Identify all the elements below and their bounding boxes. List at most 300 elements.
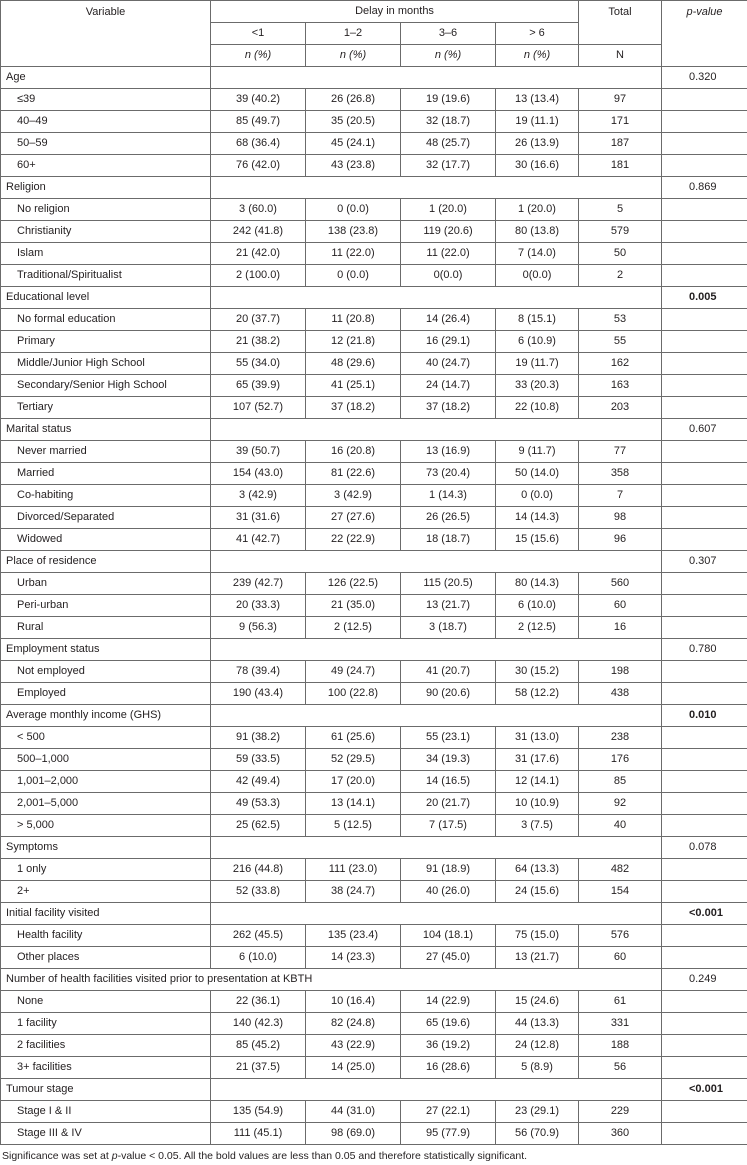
- delay-cell: 140 (42.3): [211, 1013, 306, 1035]
- p-value: 0.780: [662, 639, 747, 661]
- delay-cell: 19 (11.1): [496, 111, 579, 133]
- p-value-empty: [662, 89, 747, 111]
- row-label: Employed: [1, 683, 211, 705]
- delay-cell: 6 (10.9): [496, 331, 579, 353]
- delay-cell: 22 (10.8): [496, 397, 579, 419]
- table-row: [1, 1057, 747, 1079]
- p-value-empty: [662, 595, 747, 617]
- row-label: Rural: [1, 617, 211, 639]
- delay-cell: 242 (41.8): [211, 221, 306, 243]
- total-cell: 331: [579, 1013, 662, 1035]
- total-cell: 40: [579, 815, 662, 837]
- delay-cell: 24 (12.8): [496, 1035, 579, 1057]
- p-value-empty: [662, 375, 747, 397]
- delay-cell: 111 (45.1): [211, 1123, 306, 1145]
- p-value-empty: [662, 155, 747, 177]
- row-label: Stage I & II: [1, 1101, 211, 1123]
- delay-cell: 20 (37.7): [211, 309, 306, 331]
- table-row: [1, 441, 747, 463]
- category-spacer: [211, 639, 662, 661]
- delay-cell: 26 (26.5): [401, 507, 496, 529]
- row-label: < 500: [1, 727, 211, 749]
- total-cell: 171: [579, 111, 662, 133]
- category-label: Place of residence: [1, 551, 211, 573]
- row-label: Divorced/Separated: [1, 507, 211, 529]
- row-label: Widowed: [1, 529, 211, 551]
- row-label: Traditional/Spiritualist: [1, 265, 211, 287]
- delay-cell: 41 (25.1): [306, 375, 401, 397]
- p-value-empty: [662, 1123, 747, 1145]
- table-row: [1, 683, 747, 705]
- category-label: Symptoms: [1, 837, 211, 859]
- p-value-empty: [662, 793, 747, 815]
- delay-cell: 30 (16.6): [496, 155, 579, 177]
- table-row: [1, 595, 747, 617]
- category-row: [1, 705, 747, 727]
- delay-cell: 32 (17.7): [401, 155, 496, 177]
- row-label: 1,001–2,000: [1, 771, 211, 793]
- delay-cell: 7 (14.0): [496, 243, 579, 265]
- category-row: [1, 419, 747, 441]
- p-value-empty: [662, 815, 747, 837]
- delay-cell: 107 (52.7): [211, 397, 306, 419]
- category-spacer: [211, 177, 662, 199]
- delay-cell: 3 (42.9): [211, 485, 306, 507]
- p-value-empty: [662, 727, 747, 749]
- delay-cell: 24 (14.7): [401, 375, 496, 397]
- delay-cell: 27 (22.1): [401, 1101, 496, 1123]
- category-label: Religion: [1, 177, 211, 199]
- delay-cell: 58 (12.2): [496, 683, 579, 705]
- footnote: [2, 1150, 527, 1163]
- delay-cell: 10 (16.4): [306, 991, 401, 1013]
- header-unit: n (%): [496, 45, 579, 67]
- delay-cell: 31 (13.0): [496, 727, 579, 749]
- delay-cell: 85 (49.7): [211, 111, 306, 133]
- delay-cell: 85 (45.2): [211, 1035, 306, 1057]
- category-label: Age: [1, 67, 211, 89]
- category-spacer: [211, 903, 662, 925]
- delay-cell: 48 (29.6): [306, 353, 401, 375]
- p-value-empty: [662, 353, 747, 375]
- p-value: 0.869: [662, 177, 747, 199]
- total-cell: 5: [579, 199, 662, 221]
- delay-cell: 30 (15.2): [496, 661, 579, 683]
- delay-cell: 262 (45.5): [211, 925, 306, 947]
- p-value: 0.010: [662, 705, 747, 727]
- category-label: Employment status: [1, 639, 211, 661]
- delay-cell: 33 (20.3): [496, 375, 579, 397]
- row-label: Never married: [1, 441, 211, 463]
- header-unit: n (%): [306, 45, 401, 67]
- delay-cell: 14 (22.9): [401, 991, 496, 1013]
- delay-cell: 6 (10.0): [211, 947, 306, 969]
- delay-cell: 50 (14.0): [496, 463, 579, 485]
- header-delay-1-2: 1–2: [306, 23, 401, 45]
- delay-cell: 42 (49.4): [211, 771, 306, 793]
- delay-cell: 65 (19.6): [401, 1013, 496, 1035]
- delay-cell: 16 (28.6): [401, 1057, 496, 1079]
- category-label: Educational level: [1, 287, 211, 309]
- delay-cell: 65 (39.9): [211, 375, 306, 397]
- row-label: ≤39: [1, 89, 211, 111]
- total-cell: 98: [579, 507, 662, 529]
- p-value-empty: [662, 1013, 747, 1035]
- delay-cell: 2 (12.5): [306, 617, 401, 639]
- p-value-empty: [662, 1035, 747, 1057]
- delay-cell: 5 (8.9): [496, 1057, 579, 1079]
- p-value-empty: [662, 947, 747, 969]
- delay-cell: 23 (29.1): [496, 1101, 579, 1123]
- total-cell: 50: [579, 243, 662, 265]
- p-value-empty: [662, 199, 747, 221]
- total-cell: 358: [579, 463, 662, 485]
- category-spacer: [211, 419, 662, 441]
- p-value-empty: [662, 881, 747, 903]
- delay-cell: 49 (24.7): [306, 661, 401, 683]
- table-row: [1, 111, 747, 133]
- delay-cell: 45 (24.1): [306, 133, 401, 155]
- table-row: [1, 375, 747, 397]
- row-label: Middle/Junior High School: [1, 353, 211, 375]
- p-value-empty: [662, 991, 747, 1013]
- p-value-empty: [662, 221, 747, 243]
- category-spacer: [211, 551, 662, 573]
- p-value-empty: [662, 661, 747, 683]
- delay-cell: 3 (42.9): [306, 485, 401, 507]
- p-value: <0.001: [662, 1079, 747, 1101]
- delay-cell: 90 (20.6): [401, 683, 496, 705]
- row-label: 2+: [1, 881, 211, 903]
- delay-cell: 44 (31.0): [306, 1101, 401, 1123]
- delay-cell: 15 (24.6): [496, 991, 579, 1013]
- total-cell: 77: [579, 441, 662, 463]
- row-label: No formal education: [1, 309, 211, 331]
- delay-cell: 34 (19.3): [401, 749, 496, 771]
- total-cell: 53: [579, 309, 662, 331]
- table-row: [1, 771, 747, 793]
- category-spacer: [211, 705, 662, 727]
- row-label: Not employed: [1, 661, 211, 683]
- delay-cell: 135 (54.9): [211, 1101, 306, 1123]
- row-label: Christianity: [1, 221, 211, 243]
- delay-cell: 35 (20.5): [306, 111, 401, 133]
- delay-cell: 6 (10.0): [496, 595, 579, 617]
- table-row: [1, 925, 747, 947]
- table-row: [1, 89, 747, 111]
- delay-cell: 80 (13.8): [496, 221, 579, 243]
- p-value: 0.005: [662, 287, 747, 309]
- delay-cell: 22 (22.9): [306, 529, 401, 551]
- delay-cell: 19 (11.7): [496, 353, 579, 375]
- total-cell: 97: [579, 89, 662, 111]
- delay-cell: 43 (23.8): [306, 155, 401, 177]
- delay-cell: 15 (15.6): [496, 529, 579, 551]
- delay-cell: 39 (50.7): [211, 441, 306, 463]
- table-row: [1, 661, 747, 683]
- row-label: Health facility: [1, 925, 211, 947]
- category-label: Marital status: [1, 419, 211, 441]
- row-label: Primary: [1, 331, 211, 353]
- delay-cell: 9 (11.7): [496, 441, 579, 463]
- delay-cell: 37 (18.2): [306, 397, 401, 419]
- table-row: [1, 1101, 747, 1123]
- delay-cell: 11 (22.0): [306, 243, 401, 265]
- row-label: 2,001–5,000: [1, 793, 211, 815]
- total-cell: 92: [579, 793, 662, 815]
- p-value-empty: [662, 925, 747, 947]
- category-row: [1, 67, 747, 89]
- table-row: [1, 199, 747, 221]
- table-row: [1, 1013, 747, 1035]
- header-delay-lt1: <1: [211, 23, 306, 45]
- category-spacer: [211, 1079, 662, 1101]
- row-label: Co-habiting: [1, 485, 211, 507]
- total-cell: 85: [579, 771, 662, 793]
- delay-cell: 17 (20.0): [306, 771, 401, 793]
- category-spacer: [211, 837, 662, 859]
- delay-cell: 1 (20.0): [401, 199, 496, 221]
- delay-cell: 14 (26.4): [401, 309, 496, 331]
- total-cell: 16: [579, 617, 662, 639]
- row-label: Stage III & IV: [1, 1123, 211, 1145]
- table-row: [1, 221, 747, 243]
- p-value: 0.320: [662, 67, 747, 89]
- category-row: [1, 639, 747, 661]
- category-row: [1, 837, 747, 859]
- category-row: [1, 287, 747, 309]
- total-cell: 60: [579, 947, 662, 969]
- category-label: Number of health facilities visited prior to presentation at KBTH: [1, 969, 662, 991]
- delay-cell: 14 (25.0): [306, 1057, 401, 1079]
- table-row: [1, 815, 747, 837]
- delay-cell: 126 (22.5): [306, 573, 401, 595]
- delay-cell: 75 (15.0): [496, 925, 579, 947]
- p-value: 0.607: [662, 419, 747, 441]
- delay-cell: 59 (33.5): [211, 749, 306, 771]
- total-cell: 176: [579, 749, 662, 771]
- row-label: 1 only: [1, 859, 211, 881]
- delay-cell: 22 (36.1): [211, 991, 306, 1013]
- delay-cell: 21 (37.5): [211, 1057, 306, 1079]
- table-row: [1, 617, 747, 639]
- delay-cell: 239 (42.7): [211, 573, 306, 595]
- header-unit: n (%): [211, 45, 306, 67]
- table-row: [1, 991, 747, 1013]
- p-value-empty: [662, 331, 747, 353]
- p-value-empty: [662, 397, 747, 419]
- delay-cell: 68 (36.4): [211, 133, 306, 155]
- p-value-empty: [662, 463, 747, 485]
- delay-cell: 19 (19.6): [401, 89, 496, 111]
- delay-cell: 12 (14.1): [496, 771, 579, 793]
- category-row: [1, 551, 747, 573]
- delay-cell: 81 (22.6): [306, 463, 401, 485]
- header-unit: n (%): [401, 45, 496, 67]
- footnote-prefix: Significance was set at: [2, 1150, 112, 1162]
- total-cell: 61: [579, 991, 662, 1013]
- delay-cell: 14 (23.3): [306, 947, 401, 969]
- p-value-empty: [662, 529, 747, 551]
- delay-cell: 11 (22.0): [401, 243, 496, 265]
- table-row: [1, 331, 747, 353]
- delay-cell: 20 (33.3): [211, 595, 306, 617]
- delay-cell: 0 (0.0): [306, 199, 401, 221]
- delay-cell: 2 (100.0): [211, 265, 306, 287]
- header-pvalue: p-value: [662, 1, 747, 67]
- delay-cell: 20 (21.7): [401, 793, 496, 815]
- delay-cell: 76 (42.0): [211, 155, 306, 177]
- delay-cell: 40 (26.0): [401, 881, 496, 903]
- p-value-empty: [662, 573, 747, 595]
- delay-cell: 27 (45.0): [401, 947, 496, 969]
- total-cell: 576: [579, 925, 662, 947]
- delay-cell: 5 (12.5): [306, 815, 401, 837]
- delay-cell: 91 (18.9): [401, 859, 496, 881]
- delay-cell: 43 (22.9): [306, 1035, 401, 1057]
- delay-cell: 138 (23.8): [306, 221, 401, 243]
- total-cell: 238: [579, 727, 662, 749]
- row-label: 50–59: [1, 133, 211, 155]
- total-cell: 56: [579, 1057, 662, 1079]
- delay-cell: 95 (77.9): [401, 1123, 496, 1145]
- p-value-empty: [662, 1057, 747, 1079]
- delay-cell: 41 (20.7): [401, 661, 496, 683]
- delay-cell: 9 (56.3): [211, 617, 306, 639]
- row-label: 1 facility: [1, 1013, 211, 1035]
- delay-cell: 7 (17.5): [401, 815, 496, 837]
- table-row: [1, 397, 747, 419]
- delay-cell: 78 (39.4): [211, 661, 306, 683]
- total-cell: 579: [579, 221, 662, 243]
- delay-cell: 154 (43.0): [211, 463, 306, 485]
- category-label: Average monthly income (GHS): [1, 705, 211, 727]
- delay-cell: 40 (24.7): [401, 353, 496, 375]
- total-cell: 438: [579, 683, 662, 705]
- delay-cell: 25 (62.5): [211, 815, 306, 837]
- category-label: Tumour stage: [1, 1079, 211, 1101]
- delay-cell: 24 (15.6): [496, 881, 579, 903]
- table-row: [1, 353, 747, 375]
- row-label: 3+ facilities: [1, 1057, 211, 1079]
- table-row: [1, 793, 747, 815]
- delay-cell: 0(0.0): [401, 265, 496, 287]
- delay-cell: 56 (70.9): [496, 1123, 579, 1145]
- table-row: [1, 463, 747, 485]
- category-spacer: [211, 67, 662, 89]
- delay-cell: 111 (23.0): [306, 859, 401, 881]
- row-label: No religion: [1, 199, 211, 221]
- delay-cell: 48 (25.7): [401, 133, 496, 155]
- delay-cell: 100 (22.8): [306, 683, 401, 705]
- delay-cell: 135 (23.4): [306, 925, 401, 947]
- p-value-empty: [662, 859, 747, 881]
- total-cell: 482: [579, 859, 662, 881]
- table-row: [1, 155, 747, 177]
- delay-cell: 216 (44.8): [211, 859, 306, 881]
- delay-cell: 31 (31.6): [211, 507, 306, 529]
- row-label: Other places: [1, 947, 211, 969]
- table-row: [1, 265, 747, 287]
- delay-cell: 13 (16.9): [401, 441, 496, 463]
- delay-cell: 1 (14.3): [401, 485, 496, 507]
- table-row: [1, 749, 747, 771]
- delay-cell: 13 (13.4): [496, 89, 579, 111]
- delay-cell: 26 (13.9): [496, 133, 579, 155]
- header-total: Total: [579, 1, 662, 45]
- category-row: [1, 177, 747, 199]
- total-cell: 154: [579, 881, 662, 903]
- delay-cell: 2 (12.5): [496, 617, 579, 639]
- p-value-empty: [662, 309, 747, 331]
- delay-cell: 18 (18.7): [401, 529, 496, 551]
- delay-cell: 3 (18.7): [401, 617, 496, 639]
- delay-cell: 41 (42.7): [211, 529, 306, 551]
- total-cell: 163: [579, 375, 662, 397]
- p-value-empty: [662, 243, 747, 265]
- total-cell: 187: [579, 133, 662, 155]
- delay-cell: 27 (27.6): [306, 507, 401, 529]
- delay-cell: 61 (25.6): [306, 727, 401, 749]
- delay-cell: 21 (42.0): [211, 243, 306, 265]
- table-row: [1, 859, 747, 881]
- row-label: Islam: [1, 243, 211, 265]
- delay-cell: 55 (34.0): [211, 353, 306, 375]
- header-delay-gt6: > 6: [496, 23, 579, 45]
- header-delay-3-6: 3–6: [401, 23, 496, 45]
- p-value-empty: [662, 507, 747, 529]
- p-value-empty: [662, 441, 747, 463]
- footnote-p: p: [111, 1150, 118, 1162]
- delay-cell: 13 (21.7): [401, 595, 496, 617]
- table-row: [1, 947, 747, 969]
- row-label: 40–49: [1, 111, 211, 133]
- delay-cell: 36 (19.2): [401, 1035, 496, 1057]
- delay-cell: 13 (14.1): [306, 793, 401, 815]
- category-spacer: [211, 287, 662, 309]
- delay-cell: 38 (24.7): [306, 881, 401, 903]
- row-label: > 5,000: [1, 815, 211, 837]
- delay-cell: 73 (20.4): [401, 463, 496, 485]
- footnote-suffix: -value < 0.05. All the bold values are less than 0.05 and therefore statistically significant.: [117, 1150, 528, 1162]
- delay-cell: 55 (23.1): [401, 727, 496, 749]
- category-row: [1, 969, 747, 991]
- total-cell: 560: [579, 573, 662, 595]
- total-cell: 203: [579, 397, 662, 419]
- row-label: 500–1,000: [1, 749, 211, 771]
- row-label: Tertiary: [1, 397, 211, 419]
- total-cell: 162: [579, 353, 662, 375]
- delay-cell: 31 (17.6): [496, 749, 579, 771]
- p-value: <0.001: [662, 903, 747, 925]
- table-row: [1, 727, 747, 749]
- header-unit-total: N: [579, 45, 662, 67]
- p-value-empty: [662, 617, 747, 639]
- table-row: [1, 573, 747, 595]
- delay-cell: 52 (33.8): [211, 881, 306, 903]
- delay-cell: 37 (18.2): [401, 397, 496, 419]
- delay-cell: 10 (10.9): [496, 793, 579, 815]
- category-row: [1, 903, 747, 925]
- delay-cell: 82 (24.8): [306, 1013, 401, 1035]
- delay-cell: 21 (38.2): [211, 331, 306, 353]
- delay-cell: 16 (29.1): [401, 331, 496, 353]
- delay-cell: 8 (15.1): [496, 309, 579, 331]
- delay-cell: 80 (14.3): [496, 573, 579, 595]
- p-value-empty: [662, 111, 747, 133]
- p-value-empty: [662, 771, 747, 793]
- delay-cell: 13 (21.7): [496, 947, 579, 969]
